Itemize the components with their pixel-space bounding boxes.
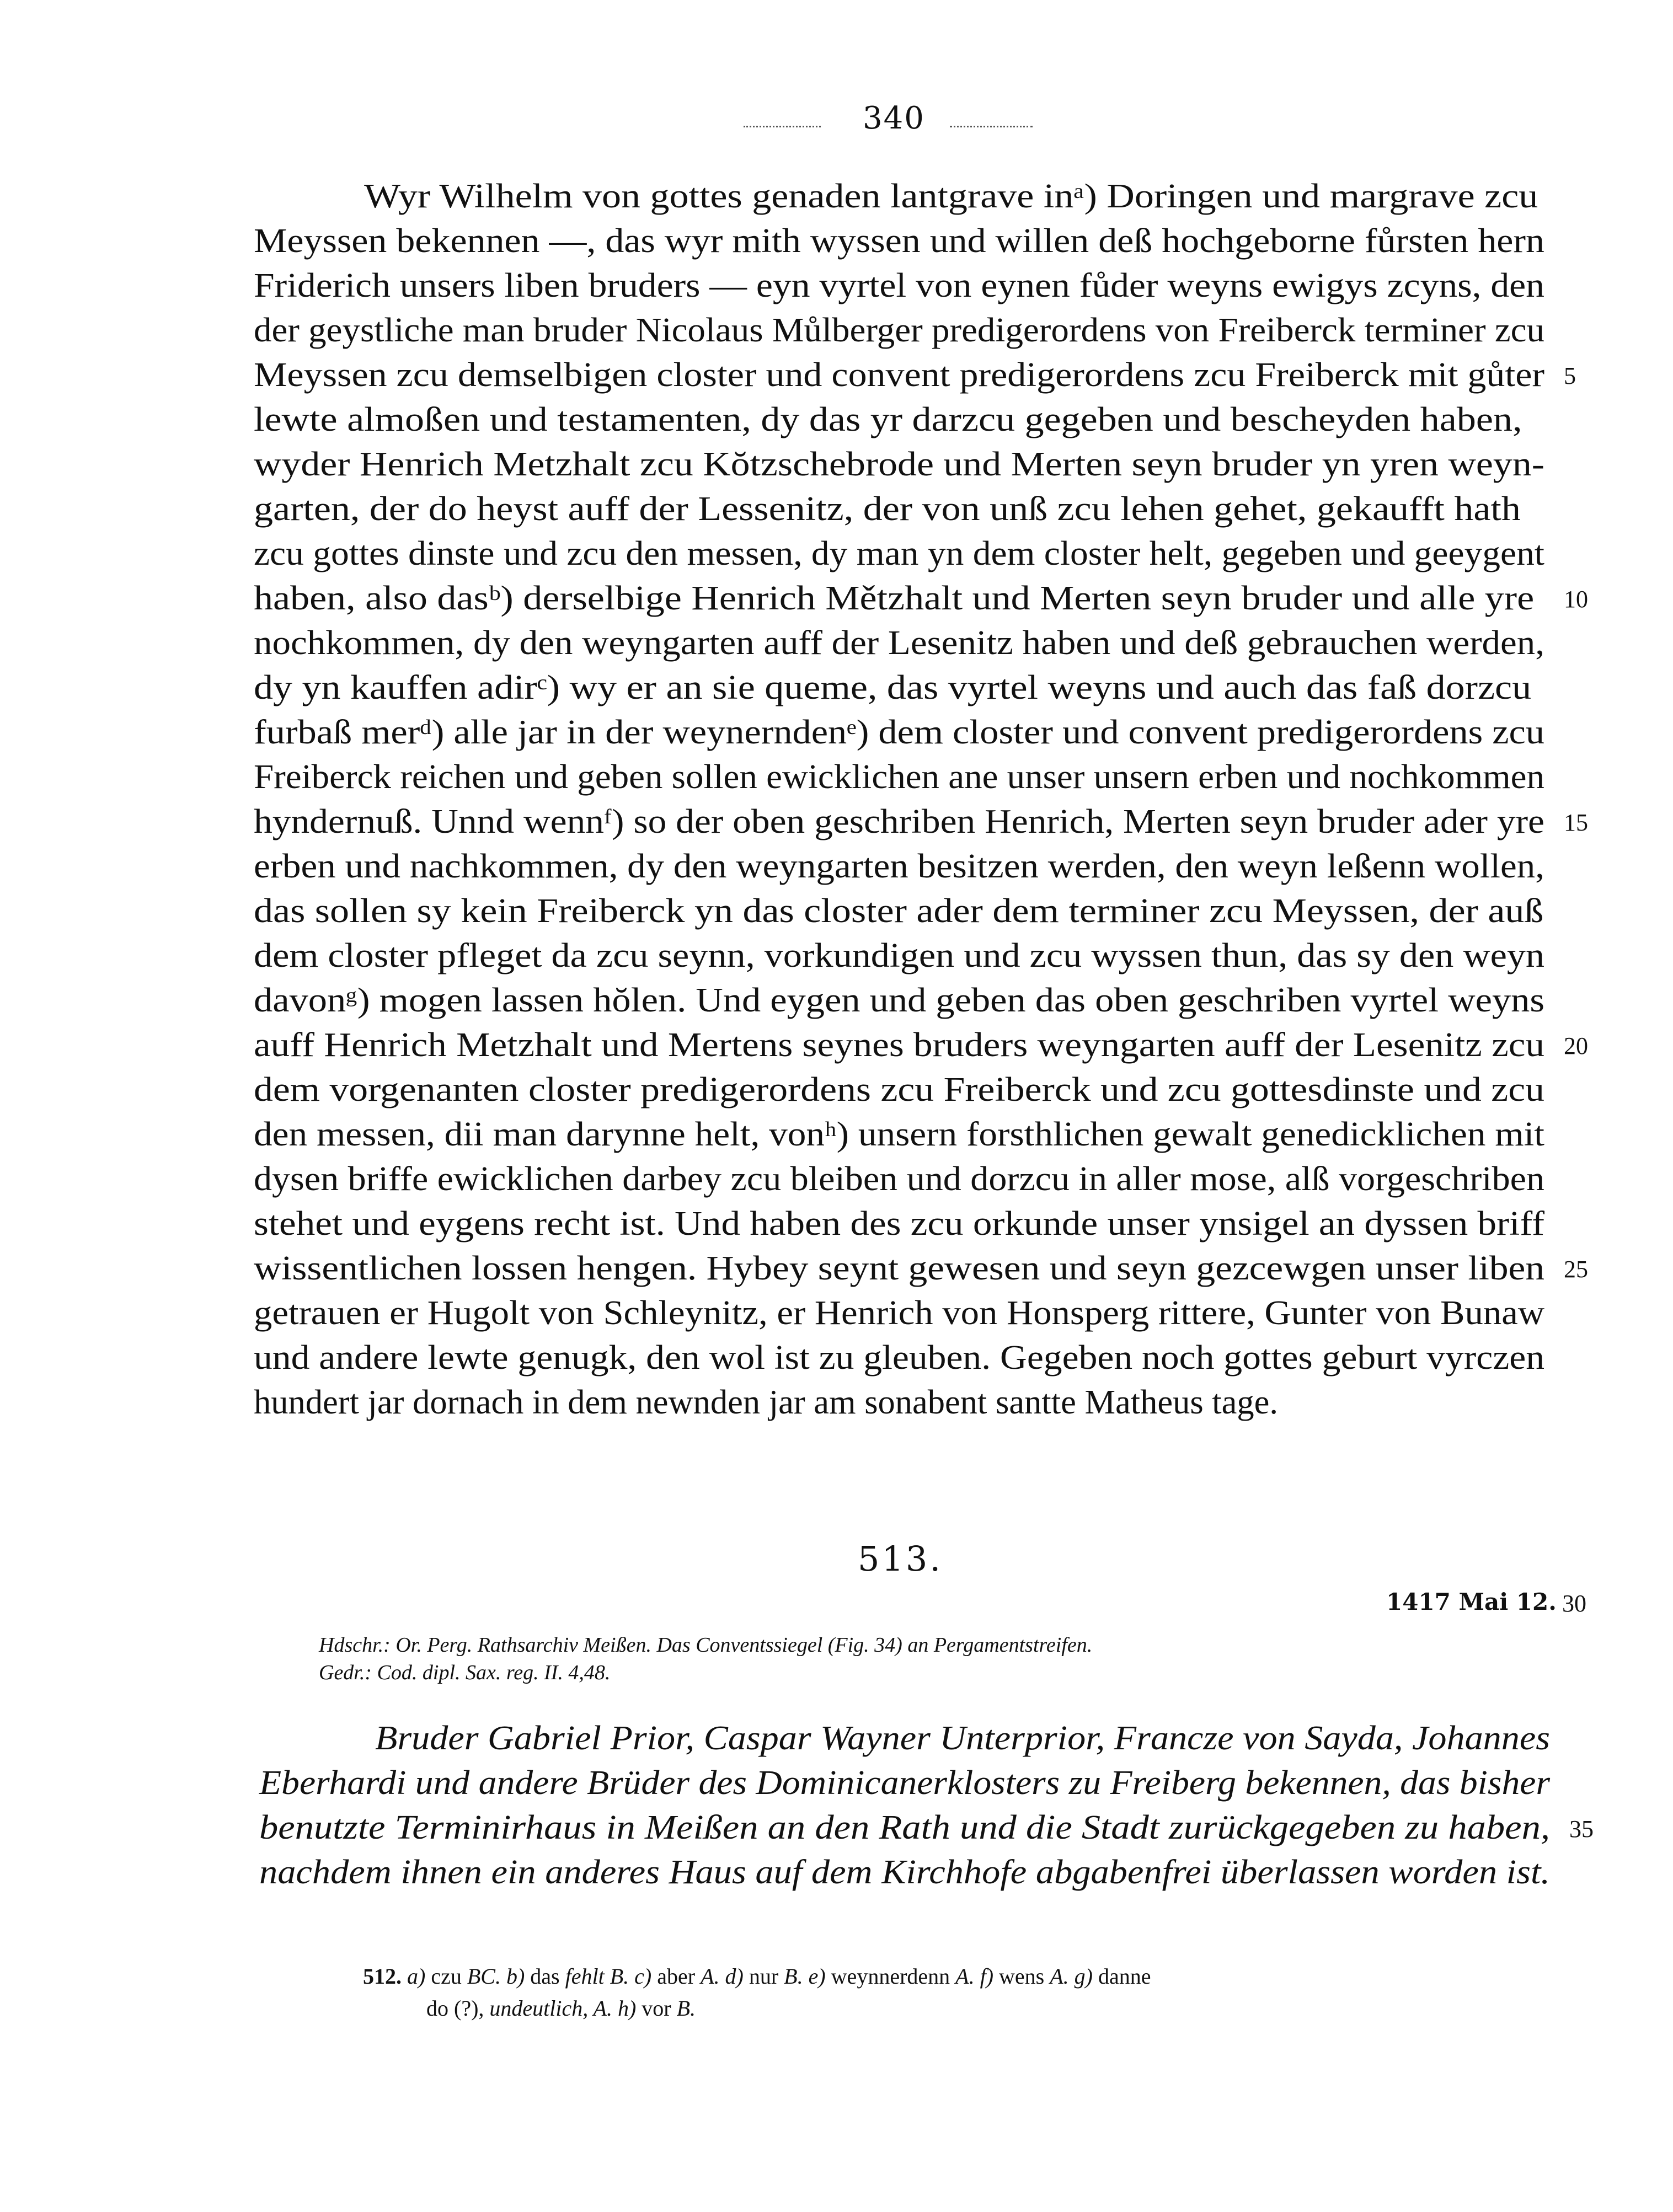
regest-line-text: benutzte Terminirhaus in Meißen an den Rath und die Stadt zurückgegeben zu haben,	[259, 1809, 1550, 1846]
footnote-item	[725, 1964, 809, 1989]
charter-line-text: wyder Henrich Metzhalt zcu Kŏtzschebrode und Merten seyn bruder yn yren weyn-	[254, 444, 1544, 483]
footnote-source: BC.	[467, 1964, 501, 1989]
line-number: 5	[1564, 362, 1576, 389]
charter-line	[254, 754, 1544, 799]
charter-line	[254, 174, 1544, 218]
charter-line-text: haben, also dasᵇ) derselbige Henrich Mětzhalt und Merten seyn bruder und alle yre	[254, 579, 1535, 617]
charter-line	[254, 665, 1544, 710]
header-rule-right	[950, 126, 1033, 127]
charter-line-text: das sollen sy kein Freiberck yn das closter ader dem terminer zcu Meyssen, der auß	[254, 891, 1544, 930]
regest-line	[259, 1850, 1550, 1895]
charter-line	[254, 486, 1544, 531]
charter-line-text: dysen briffe ewicklichen darbey zcu bleiben und dorzcu in aller mose, alß vorgeschriben	[254, 1159, 1544, 1198]
charter-line-text: garten, der do heyst auff der Lessenitz, der von unß zcu lehen gehet, gekaufft hath	[254, 489, 1521, 528]
charter-line	[254, 933, 1544, 978]
footnote-mark: b)	[506, 1964, 531, 1989]
charter-line-text: Friderich unsers liben bruders — eyn vyrtel von eynen fůder weyns ewigys zcyns, den	[254, 266, 1544, 304]
charter-line-text: getrauen er Hugolt von Schleynitz, er Henrich von Honsperg rittere, Gunter von Bunaw	[254, 1293, 1544, 1332]
charter-text	[254, 174, 1588, 1424]
manuscript-source: Hdschr.: Or. Perg. Rathsarchiv Meißen. Das Conventssiegel (Fig. 34) an Pergamentstreifen.	[319, 1633, 1093, 1657]
charter-line-text: lewte almoßen und testamenten, dy das yr darzcu gegeben und bescheyden haben,	[254, 400, 1522, 438]
footnote-text: nur	[749, 1964, 784, 1989]
charter-line	[254, 1335, 1544, 1380]
footnote-item	[980, 1964, 1075, 1989]
charter-line	[254, 888, 1544, 933]
charter-line	[254, 1246, 1588, 1290]
footnote-mark: c)	[634, 1964, 658, 1989]
footnote-text: danne	[1098, 1964, 1151, 1989]
footnote-source: B.	[676, 1996, 696, 2021]
regest-line-text: nachdem ihnen ein anderes Haus auf dem Kirchhofe abgabenfrei überlassen worden ist.	[259, 1854, 1550, 1891]
footnote-text: vor	[642, 1996, 677, 2021]
footnote-text: aber	[657, 1964, 701, 1989]
footnote-mark: h)	[617, 1996, 642, 2021]
footnote-item	[618, 1996, 696, 2021]
footnote-item	[407, 1964, 506, 1989]
footnote-mark: g)	[1074, 1964, 1098, 1989]
charter-line-text: dem vorgenanten closter predigerordens zcu Freiberck und zcu gottesdinste und zcu	[254, 1070, 1544, 1108]
charter-line	[254, 218, 1544, 263]
charter-line	[254, 442, 1544, 486]
line-number: 30	[1562, 1590, 1586, 1617]
charter-line	[254, 844, 1544, 888]
line-number: 15	[1564, 809, 1588, 836]
charter-line-text: dem closter pfleget da zcu seynn, vorkundigen und zcu wyssen thun, das sy den weyn	[254, 936, 1544, 974]
charter-line-text: Freiberck reichen und geben sollen ewicklichen ane unser unsern erben und nochkommen	[254, 757, 1544, 796]
charter-line-text: wissentlichen lossen hengen. Hybey seynt gewesen und seyn gezcewgen unser liben	[254, 1249, 1544, 1287]
footnote-mark: d)	[725, 1964, 749, 1989]
footnote-source: fehlt B.	[565, 1964, 629, 1989]
charter-line-text: der geystliche man bruder Nicolaus Můlberger predigerordens von Freiberck terminer zcu	[254, 310, 1544, 349]
charter-line	[254, 352, 1576, 397]
line-number: 20	[1564, 1032, 1588, 1059]
charter-line-text: dy yn kauffen adirᶜ) wy er an sie queme, das vyrtel weyns und auch das faß dorzcu	[254, 668, 1532, 706]
charter-line-text: nochkommen, dy den weyngarten auff der Lesenitz haben und deß gebrauchen werden,	[254, 623, 1544, 662]
footnote-item	[1075, 1964, 1151, 1989]
charter-line-text: hyndernuß. Unnd wennᶠ) so der oben geschriben Henrich, Merten seyn bruder ader yre	[254, 802, 1544, 840]
footnote-text: das	[530, 1964, 565, 1989]
footnote-label: 512.	[363, 1964, 407, 1989]
footnote-item	[506, 1964, 634, 1989]
charter-line-text: davonᵍ) mogen lassen hŏlen. Und eygen und geben das oben geschriben vyrtel weyns	[254, 981, 1544, 1019]
charter-line-text: erben und nachkommen, dy den weyngarten besitzen werden, den weyn leßenn wollen,	[254, 847, 1544, 885]
footnote-item	[809, 1964, 980, 1989]
charter-line	[254, 1112, 1544, 1156]
charter-line	[254, 397, 1544, 442]
footnote-line	[363, 1993, 1549, 2024]
line-number: 35	[1569, 1815, 1594, 1843]
footnote-source: A.	[701, 1964, 720, 1989]
document-date: 1417 Mai 12.	[1386, 1588, 1557, 1615]
charter-line-text: Meyssen bekennen —, das wyr mith wyssen und willen deß hochgeborne fůrsten hern	[254, 221, 1544, 260]
charter-line	[254, 1290, 1544, 1335]
footnote-item	[634, 1964, 725, 1989]
regest-summary	[259, 1716, 1594, 1895]
charter-line-text: und andere lewte genugk, den wol ist zu gleuben. Gegeben noch gottes geburt vyrczen	[254, 1338, 1544, 1377]
charter-line	[254, 799, 1588, 844]
footnote-text: wens	[999, 1964, 1050, 1989]
regest-line	[259, 1716, 1550, 1761]
charter-line	[254, 531, 1544, 576]
header-rule-left	[744, 126, 821, 127]
charter-line	[254, 1067, 1544, 1112]
charter-line-text: Wyr Wilhelm von gottes genaden lantgrave inᵃ) Doringen und margrave zcu	[364, 176, 1538, 215]
footnote-source: A.	[1050, 1964, 1069, 1989]
footnote-text: weynnerdenn	[831, 1964, 956, 1989]
page-number: 340	[863, 100, 925, 136]
charter-line	[254, 978, 1544, 1022]
charter-line-text: stehet und eygens recht ist. Und haben des zcu orkunde unser ynsigel an dyssen briff	[254, 1204, 1544, 1242]
document-number: 513.	[858, 1539, 943, 1579]
footnote-line	[363, 1961, 1549, 1993]
charter-line-text: hundert jar dornach in dem newnden jar am sonabent santte Matheus tage.	[254, 1383, 1279, 1421]
charter-line	[254, 620, 1544, 665]
regest-line-text: Bruder Gabriel Prior, Caspar Wayner Unterprior, Francze von Sayda, Johannes	[375, 1720, 1550, 1757]
footnote-source: undeutlich, A.	[489, 1996, 612, 2021]
footnote-mark: f)	[980, 1964, 999, 1989]
footnote-text: czu	[431, 1964, 467, 1989]
footnote-source: A.	[955, 1964, 975, 1989]
charter-line	[254, 1156, 1544, 1201]
charter-line	[254, 576, 1588, 620]
charter-line	[254, 1201, 1544, 1246]
page-header	[0, 100, 1673, 150]
regest-line	[259, 1806, 1594, 1850]
print-source: Gedr.: Cod. dipl. Sax. reg. II. 4,48.	[319, 1661, 611, 1684]
source-notes	[319, 1631, 1092, 1686]
charter-line	[254, 263, 1544, 308]
charter-line-text: Meyssen zcu demselbigen closter und convent predigerordens zcu Freiberck mit gůter	[254, 355, 1544, 394]
footnotes	[363, 1961, 1549, 2024]
charter-line	[254, 1022, 1588, 1067]
line-number: 25	[1564, 1256, 1588, 1283]
regest-line	[259, 1761, 1550, 1806]
charter-line-text: furbaß merᵈ) alle jar in der weynerndenᵉ) dem closter und convent predigerordens zcu	[254, 713, 1544, 751]
charter-line-text: auff Henrich Metzhalt und Mertens seynes bruders weyngarten auff der Lesenitz zcu	[254, 1025, 1544, 1064]
footnote-mark: a)	[407, 1964, 431, 1989]
charter-line	[254, 710, 1544, 754]
charter-line	[254, 1380, 1544, 1424]
charter-line	[254, 308, 1544, 352]
line-number: 10	[1564, 586, 1588, 613]
regest-line-text: Eberhardi und andere Brüder des Dominicanerklosters zu Freiberg bekennen, das bisher	[259, 1764, 1550, 1802]
footnote-item	[426, 1996, 618, 2021]
footnote-source: B.	[784, 1964, 803, 1989]
footnote-text: do (?),	[426, 1996, 490, 2021]
charter-line-text: den messen, dii man darynne helt, vonʰ) unsern forsthlichen gewalt genedicklichen mit	[254, 1115, 1544, 1153]
footnote-mark: e)	[808, 1964, 831, 1989]
charter-line-text: zcu gottes dinste und zcu den messen, dy man yn dem closter helt, gegeben und geeygent	[254, 534, 1544, 572]
